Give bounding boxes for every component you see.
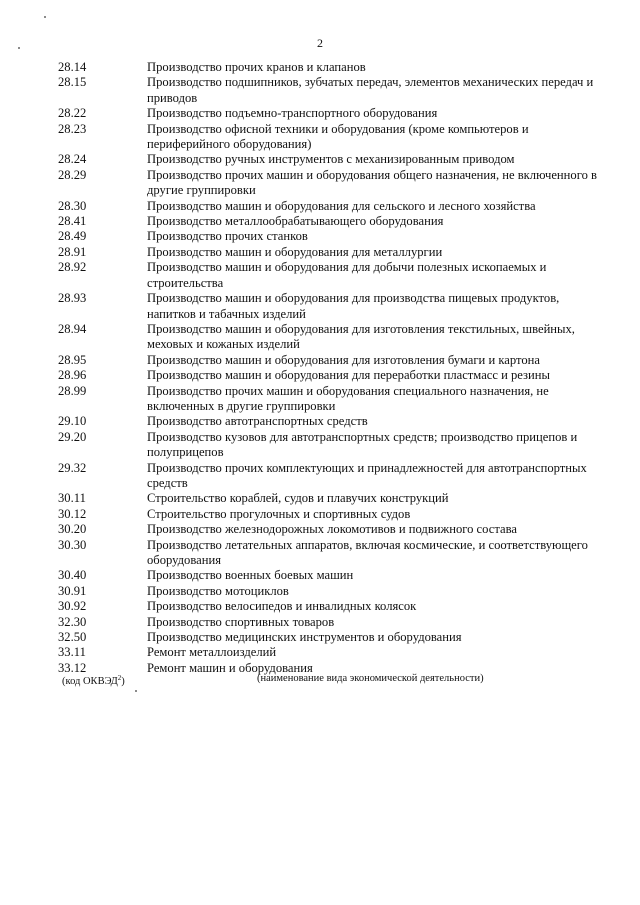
okved-code: 33.11 bbox=[58, 645, 86, 660]
okved-row bbox=[0, 491, 640, 506]
okved-row bbox=[0, 322, 640, 353]
activity-description: Производство медицинских инструментов и оборудования bbox=[147, 630, 462, 645]
okved-code: 33.12 bbox=[58, 660, 87, 675]
activity-description: Производство подъемно-транспортного оборудования bbox=[147, 106, 438, 121]
okved-row bbox=[0, 353, 640, 368]
okved-row bbox=[0, 630, 640, 645]
scan-speck bbox=[44, 16, 46, 18]
activity-description: Ремонт металлоизделий bbox=[147, 645, 277, 660]
activity-description: Производство подшипников, зубчатых передач, элементов механических передач и приводов bbox=[147, 75, 594, 105]
okved-code: 30.20 bbox=[58, 522, 87, 537]
activity-description: Производство военных боевых машин bbox=[147, 568, 354, 583]
activity-description: Производство машин и оборудования для изготовления текстильных, швейных, меховых и кожаных изделий bbox=[147, 321, 575, 352]
activity-description: Производство офисной техники и оборудования (кроме компьютеров и периферийного оборудования) bbox=[147, 121, 529, 152]
okved-row bbox=[0, 214, 640, 229]
activity-description: Производство машин и оборудования для производства пищевых продуктов, напитков и табачных изделий bbox=[147, 291, 560, 321]
okved-code: 28.99 bbox=[58, 383, 87, 398]
activity-description: Производство прочих станков bbox=[147, 229, 308, 244]
okved-code: 30.11 bbox=[58, 491, 86, 506]
okved-code: 28.22 bbox=[58, 106, 87, 121]
okved-row bbox=[0, 229, 640, 244]
okved-code: 28.24 bbox=[58, 152, 87, 167]
activity-description: Производство спортивных товаров bbox=[147, 614, 335, 629]
activity-description: Производство машин и оборудования для металлургии bbox=[147, 244, 443, 259]
okved-row bbox=[0, 538, 640, 569]
okved-code: 28.95 bbox=[58, 352, 87, 367]
activity-description: Строительство прогулочных и спортивных судов bbox=[147, 506, 411, 521]
okved-row bbox=[0, 461, 640, 492]
activity-description: Ремонт машин и оборудования bbox=[147, 660, 313, 675]
okved-code: 32.30 bbox=[58, 614, 87, 629]
okved-row bbox=[0, 430, 640, 461]
okved-row bbox=[0, 168, 640, 199]
activity-description: Производство мотоциклов bbox=[147, 583, 289, 598]
activity-description: Производство ручных инструментов с механизированным приводом bbox=[147, 152, 515, 167]
okved-row bbox=[0, 122, 640, 153]
okved-row bbox=[0, 384, 640, 415]
activity-description: Производство машин и оборудования для изготовления бумаги и картона bbox=[147, 352, 540, 367]
activity-description: Строительство кораблей, судов и плавучих конструкций bbox=[147, 491, 449, 506]
okved-row bbox=[0, 260, 640, 291]
okved-code: 28.93 bbox=[58, 291, 87, 306]
okved-code: 28.94 bbox=[58, 321, 87, 336]
okved-code: 30.92 bbox=[58, 599, 87, 614]
okved-row bbox=[0, 522, 640, 537]
okved-code: 28.96 bbox=[58, 368, 87, 383]
okved-row bbox=[0, 152, 640, 167]
okved-code: 28.23 bbox=[58, 121, 87, 136]
scan-speck bbox=[135, 690, 137, 692]
okved-code: 30.91 bbox=[58, 583, 87, 598]
okved-code: 28.29 bbox=[58, 167, 87, 182]
activity-description: Производство автотранспортных средств bbox=[147, 414, 368, 429]
okved-code: 29.20 bbox=[58, 429, 87, 444]
activity-description: Производство велосипедов и инвалидных колясок bbox=[147, 599, 417, 614]
okved-code: 30.30 bbox=[58, 537, 87, 552]
okved-code: 28.14 bbox=[58, 60, 87, 74]
okved-row bbox=[0, 584, 640, 599]
okved-code: 28.41 bbox=[58, 214, 87, 229]
page-number: 2 bbox=[317, 36, 323, 50]
okved-code: 29.10 bbox=[58, 414, 87, 429]
okved-code: 28.91 bbox=[58, 244, 87, 259]
activity-description: Производство прочих машин и оборудования общего назначения, не включенного в другие группировки bbox=[147, 167, 597, 198]
okved-row bbox=[0, 75, 640, 106]
okved-code: 30.40 bbox=[58, 568, 87, 583]
activity-name-column-caption: (наименование вида экономической деятельности) bbox=[257, 673, 484, 684]
okved-row bbox=[0, 245, 640, 260]
activity-description: Производство металлообрабатывающего оборудования bbox=[147, 214, 444, 229]
okved-row bbox=[0, 368, 640, 383]
okved-row bbox=[0, 599, 640, 614]
okved-code: 28.15 bbox=[58, 75, 87, 90]
activity-description: Производство кузовов для автотранспортных средств; производство прицепов и полуприцепов bbox=[147, 429, 578, 460]
okved-code: 32.50 bbox=[58, 630, 87, 645]
activity-description: Производство прочих комплектующих и принадлежностей для автотранспортных средств bbox=[147, 460, 587, 490]
okved-code: 28.49 bbox=[58, 229, 87, 244]
okved-row bbox=[0, 199, 640, 214]
okved-row bbox=[0, 414, 640, 429]
okved-row bbox=[0, 615, 640, 630]
activity-description: Производство машин и оборудования для добычи полезных ископаемых и строительства bbox=[147, 260, 547, 290]
activity-description: Производство машин и оборудования для переработки пластмасс и резины bbox=[147, 368, 550, 383]
okved-row bbox=[0, 60, 640, 75]
okved-row bbox=[0, 507, 640, 522]
okved-row bbox=[0, 291, 640, 322]
code-column-caption: (код ОКВЭД$^2$) bbox=[62, 674, 125, 687]
activity-description: Производство летательных аппаратов, включая космические, и соответствующего оборудования bbox=[147, 537, 588, 567]
okved-code: 28.30 bbox=[58, 198, 87, 213]
activity-description: Производство железнодорожных локомотивов и подвижного состава bbox=[147, 522, 517, 537]
activity-description: Производство прочих машин и оборудования специального назначения, не включенных в другие группировки bbox=[147, 383, 549, 413]
activity-description: Производство прочих кранов и клапанов bbox=[147, 60, 366, 74]
activity-description: Производство машин и оборудования для сельского и лесного хозяйства bbox=[147, 198, 536, 213]
okved-code: 28.92 bbox=[58, 260, 87, 275]
okved-code: 30.12 bbox=[58, 506, 87, 521]
okved-code: 29.32 bbox=[58, 460, 87, 475]
okved-row bbox=[0, 645, 640, 660]
okved-row bbox=[0, 568, 640, 583]
okved-code-list bbox=[0, 60, 640, 676]
okved-row bbox=[0, 106, 640, 121]
